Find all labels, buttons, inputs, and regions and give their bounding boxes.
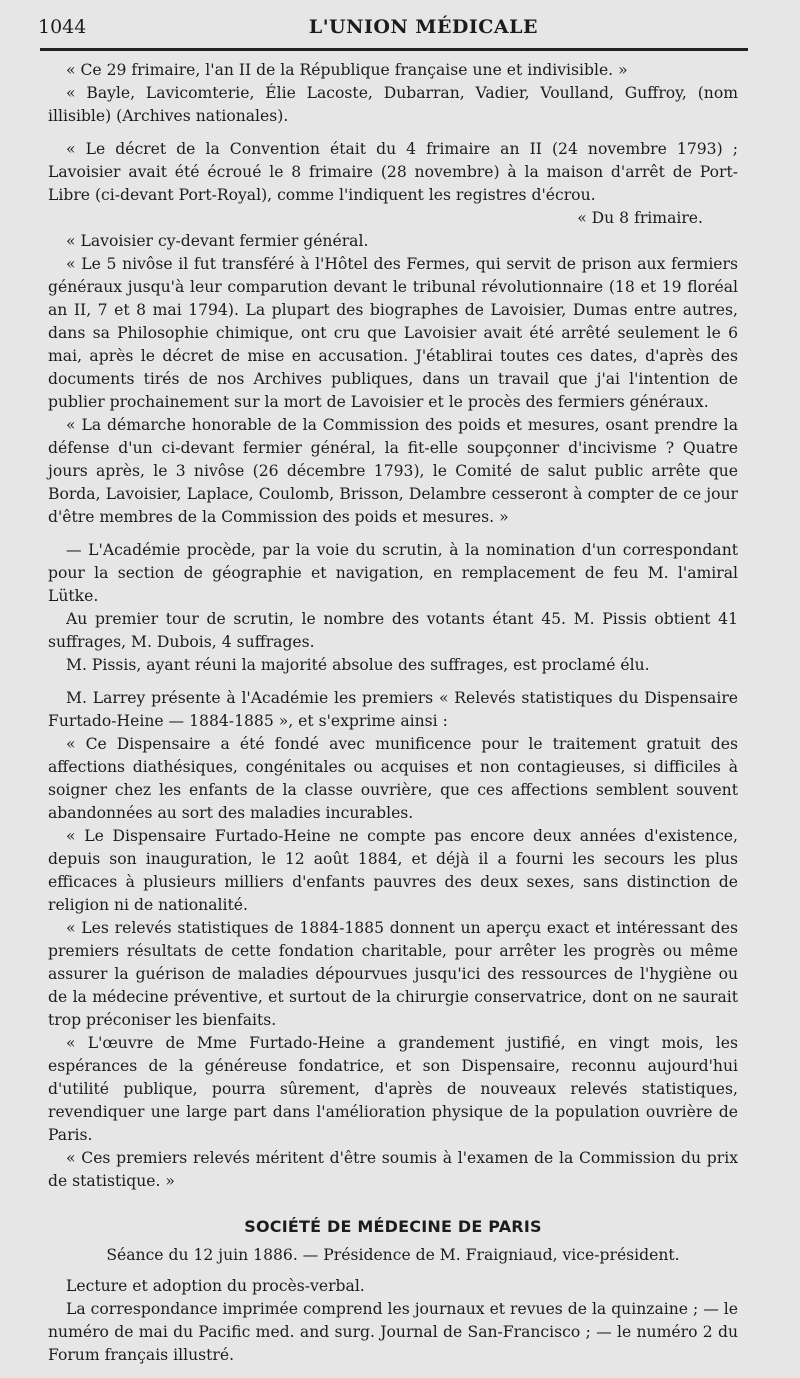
paragraph: « Le décret de la Convention était du 4 frimaire an II (24 novembre 1793) ; Lavoisier avait été écroué le 8 frimaire (28 novembre) à la maison d'arrêt de Port-Libre (ci-devant Port-Royal), comme l'indiquent les registres d'écrou. [48,140,738,204]
paragraph: « L'œuvre de Mme Furtado-Heine a grandement justifié, en vingt mois, les espérances de la généreuse fondatrice, et son Dispensaire, reconnu aujourd'hui d'utilité publique, pourra sûrement, d'après de nouveaux relevés statistiques, revendiquer une large part dans l'amélioration physique de la population ouvrière de Paris. [48,1034,738,1144]
paragraph: M. Larrey présente à l'Académie les premiers « Relevés statistiques du Dispensaire Furtado-Heine — 1884-1885 », et s'exprime ainsi : [48,689,738,730]
header-rule [40,48,748,51]
paragraph: « Ces premiers relevés méritent d'être soumis à l'examen de la Commission du prix de statistique. » [48,1149,738,1190]
paragraph: « Ce Dispensaire a été fondé avec munificence pour le traitement gratuit des affections diathésiques, congénitales ou acquises et non contagieuses, si difficiles à soigner chez les enfants de la classe ouvrière, que ces affections semblent souvent abandonnées au sort des maladies incurables. [48,735,738,822]
paragraph: « La démarche honorable de la Commission des poids et mesures, osant prendre la défense d'un ci-devant fermier général, la fit-elle soupçonner d'incivisme ? Quatre jours après, le 3 nivôse (26 décembre 1793), le Comité de salut public arrête que Borda, Lavoisier, Laplace, Coulomb, Brisson, Delambre cesseront à compter de ce jour d'être membres de la Commission des poids et mesures. » [48,416,738,526]
paragraph: La correspondance imprimée comprend les journaux et revues de la quinzaine ; — le numéro de mai du Pacific med. and surg. Journal de San-Francisco ; — le numéro 2 du Forum français illustré. [48,1300,738,1364]
paragraph: « Du 8 frimaire. [577,209,703,227]
section-title: SOCIÉTÉ DE MÉDECINE DE PARIS [244,1217,542,1236]
paragraph: « Les relevés statistiques de 1884-1885 donnent un aperçu exact et intéressant des premiers résultats de cette fondation charitable, pour arrêter les progrès ou même assurer la guérison de maladies dépourvues jusqu'ici des ressources de l'hygiène ou de la médecine préventive, et surtout de la chirurgie conservatrice, dont on ne saurait trop préconiser les bienfaits. [48,919,738,1029]
journal-title: L'UNION MÉDICALE [308,16,538,38]
paragraph: — L'Académie procède, par la voie du scrutin, à la nomination d'un correspondant pour la section de géographie et navigation, en remplacement de feu M. l'amiral Lütke. [48,541,738,605]
paragraph: Lecture et adoption du procès-verbal. [66,1277,365,1295]
paragraph: « Lavoisier cy-devant fermier général. [66,232,369,250]
page-number: 1044 [38,16,87,38]
seance-line: Séance du 12 juin 1886. — Présidence de M. Fraigniaud, vice-président. [106,1246,680,1264]
paragraph: Au premier tour de scrutin, le nombre des votants étant 45. M. Pissis obtient 41 suffrages, M. Dubois, 4 suffrages. [48,610,738,651]
paragraph: « Ce 29 frimaire, l'an II de la République française une et indivisible. » [66,61,628,79]
paragraph: M. Pissis, ayant réuni la majorité absolue des suffrages, est proclamé élu. [66,656,650,674]
page-header [38,14,738,40]
paragraph: « Le Dispensaire Furtado-Heine ne compte pas encore deux années d'existence, depuis son inauguration, le 12 août 1884, et déjà il a fourni les secours les plus efficaces à plusieurs milliers d'enfants pauvres des deux sexes, sans distinction de religion ni de nationalité. [48,827,738,914]
paragraph: « Bayle, Lavicomterie, Élie Lacoste, Dubarran, Vadier, Voulland, Guffroy, (nom illisible) (Archives nationales). [48,84,738,125]
paragraph: « Le 5 nivôse il fut transféré à l'Hôtel des Fermes, qui servit de prison aux fermiers généraux jusqu'à leur comparution devant le tribunal révolutionnaire (18 et 19 floréal an II, 7 et 8 mai 1794). La plupart des biographes de Lavoisier, Dumas entre autres, dans sa Philosophie chimique, ont cru que Lavoisier avait été arrêté seulement le 6 mai, après le décret de mise en accusation. J'établirai toutes ces dates, d'après des documents tirés de nos Archives publiques, dans un travail que j'ai l'intention de publier prochainement sur la mort de Lavoisier et le procès des fermiers généraux. [48,255,738,411]
